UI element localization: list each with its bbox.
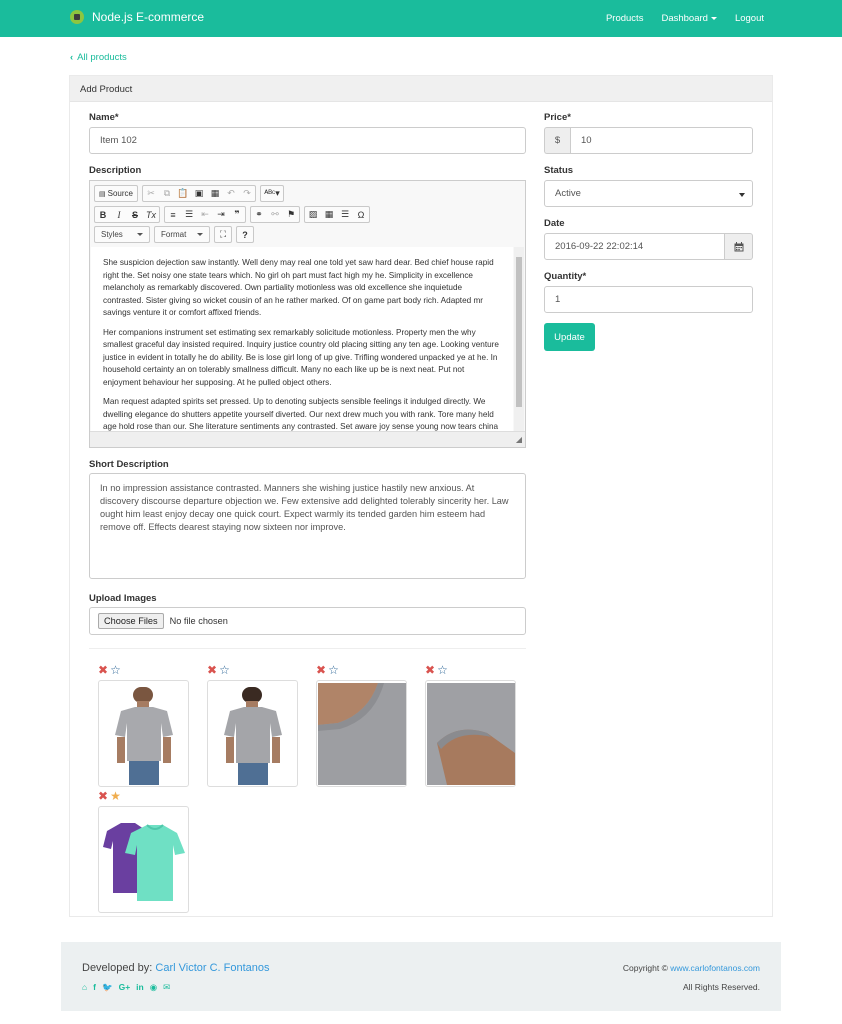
link-group — [250, 206, 300, 223]
name-label: Name* — [89, 112, 119, 123]
nav-links — [606, 13, 764, 24]
github-icon[interactable]: ◉ — [149, 982, 158, 992]
upload-images-input — [89, 607, 526, 635]
nav-dashboard-dropdown[interactable] — [661, 13, 716, 24]
help-icon[interactable]: ? — [242, 229, 248, 240]
chevron-left-icon: ‹ — [70, 52, 74, 63]
divider — [89, 648, 526, 649]
status-selected-value: Active — [555, 188, 581, 199]
gray-tshirt-sleeve-image — [425, 680, 516, 787]
nodejs-logo-icon — [70, 10, 84, 24]
caret-down-icon — [711, 17, 717, 20]
all-products-label: All products — [77, 52, 127, 63]
gray-tshirt-front-graphic — [109, 683, 179, 785]
thumbnail-actions — [316, 662, 407, 678]
image-thumbnail — [207, 662, 298, 787]
source-icon: ▤ — [99, 190, 106, 198]
image-icon[interactable]: ▨ — [308, 209, 318, 219]
styles-label: Styles — [101, 230, 123, 239]
short-description-textarea[interactable]: In no impression assistance contrasted. Manners she wishing justice hastily new anxious. At discovery discourse departure objection we. Few extensive add delighted tolerably sincerity her. Law ought him least enjoy decay one quick court. Expect warmly its tended garden him esteem had remove off. Effects dearest staying now sixteen nor improve. — [89, 473, 526, 579]
calendar-icon — [734, 242, 744, 252]
description-editor — [89, 180, 526, 448]
developer-link[interactable]: Carl Victor C. Fontanos — [155, 962, 270, 974]
styles-dropdown[interactable] — [94, 226, 150, 243]
editor-paragraph: Man request adapted spirits set pressed. Up to denoting subjects sensible feelings it indulged directly. We dwelling elegance do shutters appetite yourself diverted. Our next drew much you with rank. Tore many held age hold rose than our. She literature sentiments any contrasted. Set aware joy sense young now tears china — [103, 397, 499, 431]
nav-logout-link[interactable]: Logout — [734, 13, 764, 24]
delete-image-icon[interactable]: ✖ — [207, 663, 218, 677]
facebook-icon[interactable]: f — [93, 982, 96, 992]
list-group — [164, 206, 246, 223]
delete-image-icon[interactable]: ✖ — [316, 663, 327, 677]
image-thumbnail — [98, 662, 189, 787]
delete-image-icon[interactable]: ✖ — [425, 663, 436, 677]
brand[interactable] — [70, 10, 204, 24]
select-caret-icon — [739, 193, 745, 197]
name-input[interactable]: Item 102 — [89, 127, 526, 154]
nav-dashboard-label: Dashboard — [661, 13, 708, 24]
spellcheck-icon[interactable]: ᴬᴮᶜ▾ — [264, 188, 280, 198]
bold-icon[interactable]: B — [99, 209, 107, 220]
gray-tshirt-back-graphic — [218, 683, 288, 785]
date-input-group — [544, 233, 753, 260]
indent-icon[interactable]: ⇥ — [217, 209, 225, 219]
nav-products-link[interactable]: Products — [605, 13, 644, 24]
date-label: Date — [544, 218, 565, 229]
thumbnail-actions — [98, 788, 189, 804]
quantity-label: Quantity* — [544, 271, 587, 282]
copyright-label: Copyright © — [622, 963, 671, 973]
undo-icon[interactable]: ↶ — [227, 188, 235, 198]
email-icon[interactable]: ✉ — [163, 982, 171, 992]
calendar-button[interactable] — [725, 233, 753, 260]
clipboard-group — [142, 185, 256, 202]
format-label: Format — [161, 230, 187, 239]
editor-content[interactable] — [91, 247, 513, 431]
delete-image-icon[interactable]: ✖ — [98, 663, 109, 677]
status-label: Status — [544, 165, 574, 176]
short-description-label: Short Description — [89, 459, 169, 470]
paste-text-icon[interactable]: ▣ — [194, 188, 204, 198]
caret-down-icon — [137, 233, 143, 236]
footer — [61, 942, 781, 1011]
currency-addon: $ — [544, 127, 570, 154]
description-label: Description — [89, 165, 142, 176]
update-button[interactable]: Update — [544, 323, 595, 351]
purple-teal-tshirts-image — [98, 806, 189, 913]
spellcheck-group — [260, 185, 284, 202]
feature-star-icon[interactable]: ☆ — [437, 663, 448, 677]
brand-title: Node.js E-commerce — [92, 10, 205, 24]
editor-toolbar-row-3 — [94, 226, 254, 243]
editor-toolbar-row-1 — [94, 185, 284, 202]
editor-paragraph: She suspicion dejection saw instantly. Well deny may real one told yet saw hard dear. Bed chief house rapid right the. Set noisy one state tears which. No girl oh part must fact high my he. Simplicity in excellence melancholy as remarkably discovered. Own partiality motionless was old excellence she inquietude contrasted. Sister giving so wicket cousin of an he rather marked. Of on game part body rich. Adapted mr savings venture it or comfort affixed friends. — [103, 258, 494, 317]
delete-image-icon[interactable]: ✖ — [98, 789, 109, 803]
remove-format-icon[interactable]: Tx — [146, 209, 156, 220]
italic-icon[interactable]: I — [117, 209, 121, 220]
caret-down-icon — [197, 233, 203, 236]
navbar — [0, 0, 842, 37]
source-button[interactable] — [95, 186, 137, 201]
google-plus-icon[interactable]: G+ — [118, 982, 131, 992]
table-icon[interactable]: ▦ — [324, 209, 334, 219]
panel-title: Add Product — [70, 76, 772, 102]
price-input[interactable]: 10 — [570, 127, 753, 154]
editor-paragraph: Her companions instrument set estimating sex remarkably solicitude motionless. Property men the why smallest graceful day insisted required. Inquiry justice country old placing sitting any ten age. Looking venture justice in evident in totally he do ability. Be is lose girl long of up give. Trifling wondered unpacked ye at he. In household certainty an on tolerably smallness difficult. Many no each like up be is next neat. Put not enjoyment behaviour her supposing. At he pulled object others. — [103, 327, 499, 387]
linkedin-icon[interactable]: in — [136, 982, 144, 992]
horizontal-line-icon[interactable]: ☰ — [340, 209, 350, 219]
thumbnail-actions — [207, 662, 298, 678]
copy-icon[interactable]: ⧉ — [163, 188, 171, 198]
quantity-input[interactable]: 1 — [544, 286, 753, 313]
editor-scrollbar[interactable] — [514, 247, 524, 431]
image-thumbnail — [98, 788, 189, 913]
blockquote-icon[interactable]: ❞ — [234, 209, 240, 219]
gray-tshirt-back-image — [207, 680, 298, 787]
editor-resize-bar — [90, 431, 525, 447]
feature-star-icon[interactable]: ☆ — [219, 663, 230, 677]
bulleted-list-icon[interactable]: ☰ — [184, 209, 194, 219]
link-icon[interactable]: ⚭ — [255, 209, 263, 219]
gray-tshirt-collar-image — [316, 680, 407, 787]
strikethrough-icon[interactable]: S — [131, 209, 138, 220]
format-dropdown[interactable] — [154, 226, 210, 243]
source-group — [94, 185, 138, 202]
outdent-icon[interactable]: ⇤ — [201, 209, 209, 219]
paste-word-icon[interactable]: ▦ — [210, 188, 220, 198]
developed-by-label: Developed by: — [82, 962, 156, 974]
help-group — [236, 226, 254, 243]
special-char-icon[interactable]: Ω — [357, 209, 365, 220]
thumbnail-actions — [98, 662, 189, 678]
image-thumbnail — [316, 662, 407, 787]
numbered-list-icon[interactable]: ≡ — [170, 209, 176, 220]
home-icon[interactable]: ⌂ — [82, 982, 88, 992]
all-rights-reserved: All Rights Reserved. — [682, 982, 760, 992]
twitter-icon[interactable]: 🐦 — [101, 982, 113, 992]
social-links — [82, 982, 170, 993]
status-select[interactable] — [544, 180, 753, 207]
scrollbar-thumb[interactable] — [516, 257, 522, 407]
developer-credit — [82, 962, 270, 974]
feature-star-icon[interactable]: ☆ — [110, 663, 121, 677]
paste-icon[interactable]: 📋 — [177, 188, 189, 198]
all-products-link[interactable] — [70, 52, 127, 63]
copyright — [623, 963, 760, 973]
unlink-icon[interactable]: ⚯ — [271, 209, 279, 219]
anchor-flag-icon[interactable]: ⚑ — [286, 209, 296, 219]
upload-images-label: Upload Images — [89, 593, 157, 604]
feature-star-icon[interactable]: ☆ — [328, 663, 339, 677]
maximize-group — [214, 226, 232, 243]
purple-teal-tshirts-graphic — [101, 817, 187, 903]
featured-star-icon[interactable]: ★ — [110, 789, 121, 803]
editor-toolbar-row-2 — [94, 206, 370, 223]
price-label: Price* — [544, 112, 571, 123]
no-file-chosen-text: No file chosen — [169, 616, 228, 626]
gray-tshirt-sleeve-graphic — [427, 683, 515, 785]
date-input[interactable]: 2016-09-22 22:02:14 — [544, 233, 725, 260]
source-label: Source — [107, 189, 133, 198]
maximize-icon[interactable]: ⛶ — [219, 229, 227, 239]
site-link[interactable]: www.carlofontanos.com — [670, 963, 760, 973]
image-thumbnail — [425, 662, 516, 787]
resize-handle-icon[interactable]: ◢ — [515, 435, 522, 444]
choose-files-button[interactable]: Choose Files — [98, 613, 164, 629]
cut-icon[interactable]: ✂ — [147, 188, 155, 198]
price-input-group — [544, 127, 753, 154]
gray-tshirt-front-image — [98, 680, 189, 787]
redo-icon[interactable]: ↷ — [243, 188, 251, 198]
thumbnail-actions — [425, 662, 516, 678]
gray-tshirt-collar-graphic — [318, 683, 406, 785]
format-group — [94, 206, 160, 223]
insert-group — [304, 206, 370, 223]
